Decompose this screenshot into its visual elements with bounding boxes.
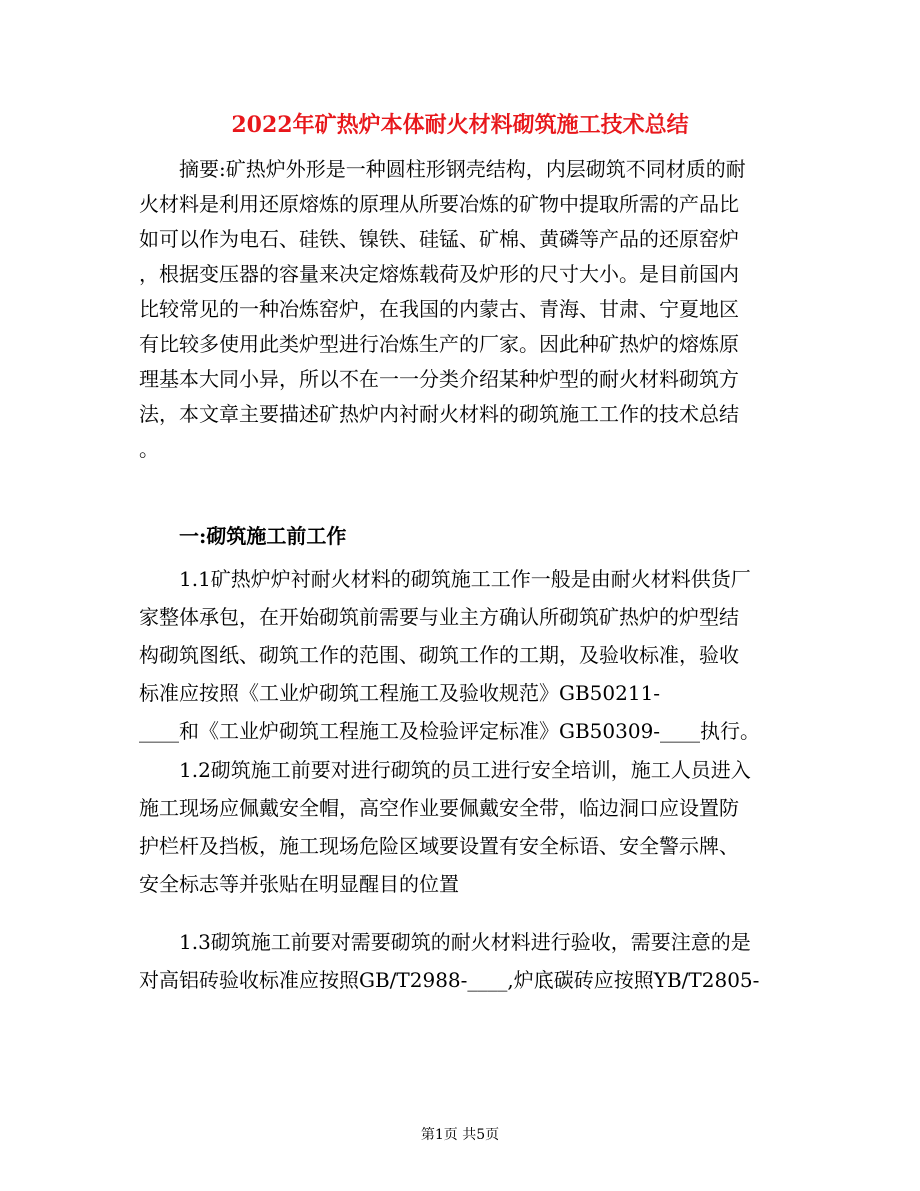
paragraph-1-2-line-1: 1.2砌筑施工前要对进行砌筑的员工进行安全培训，施工人员进入 (139, 758, 751, 782)
page-title: 2022年矿热炉本体耐火材料砌筑施工技术总结 (231, 112, 689, 138)
paragraph-1-2-line-2: 施工现场应佩戴安全帽，高空作业要佩戴安全带，临边洞口应设置防 (139, 796, 739, 820)
abstract-line-1: 摘要:矿热炉外形是一种圆柱形钢壳结构，内层砌筑不同材质的耐 (139, 157, 746, 181)
abstract-line-2: 火材料是利用还原熔炼的原理从所要冶炼的矿物中提取所需的产品比 (139, 192, 739, 216)
abstract-line-3: 如可以作为电石、硅铁、镍铁、硅锰、矿棉、黄磷等产品的还原窑炉 (139, 227, 739, 251)
abstract-line-6: 有比较多使用此类炉型进行冶炼生产的厂家。因此种矿热炉的熔炼原 (139, 332, 739, 356)
paragraph-1-1-line-1: 1.1矿热炉炉衬耐火材料的砌筑施工工作一般是由耐火材料供货厂 (139, 567, 751, 591)
abstract-line-7: 理基本大同小异，所以不在一一分类介绍某种炉型的耐火材料砌筑方 (139, 367, 739, 391)
paragraph-1-3-line-2: 对高铝砖验收标准应按照GB/T2988-____,炉底碳砖应按照YB/T2805- (139, 968, 760, 992)
page-number: 第1页 共5页 (420, 1127, 500, 1143)
section-heading: 一:砌筑施工前工作 (139, 524, 347, 548)
paragraph-1-1-line-3: 构砌筑图纸、砌筑工作的范围、砌筑工作的工期，及验收标准，验收 (139, 643, 739, 667)
paragraph-1-2-line-3: 护栏杆及挡板，施工现场危险区域要设置有安全标语、安全警示牌、 (139, 834, 739, 858)
paragraph-1-2-line-4: 安全标志等并张贴在明显醒目的位置 (139, 872, 459, 896)
abstract-line-8: 法，本文章主要描述矿热炉内衬耐火材料的砌筑施工工作的技术总结 (139, 402, 739, 426)
abstract-line-9: 。 (139, 437, 159, 461)
abstract-line-4: ，根据变压器的容量来决定熔炼载荷及炉形的尺寸大小。是目前国内 (139, 262, 739, 286)
paragraph-1-1-line-2: 家整体承包，在开始砌筑前需要与业主方确认所砌筑矿热炉的炉型结 (139, 605, 739, 629)
paragraph-1-1-line-4: 标准应按照《工业炉砌筑工程施工及验收规范》GB50211- (139, 681, 661, 705)
abstract-line-5: 比较常见的一种冶炼窑炉，在我国的内蒙古、青海、甘肃、宁夏地区 (139, 297, 739, 321)
paragraph-1-3-line-1: 1.3砌筑施工前要对需要砌筑的耐火材料进行验收，需要注意的是 (139, 930, 751, 954)
paragraph-1-1-line-5: ____和《工业炉砌筑工程施工及检验评定标准》GB50309-____执行。 (139, 719, 761, 743)
